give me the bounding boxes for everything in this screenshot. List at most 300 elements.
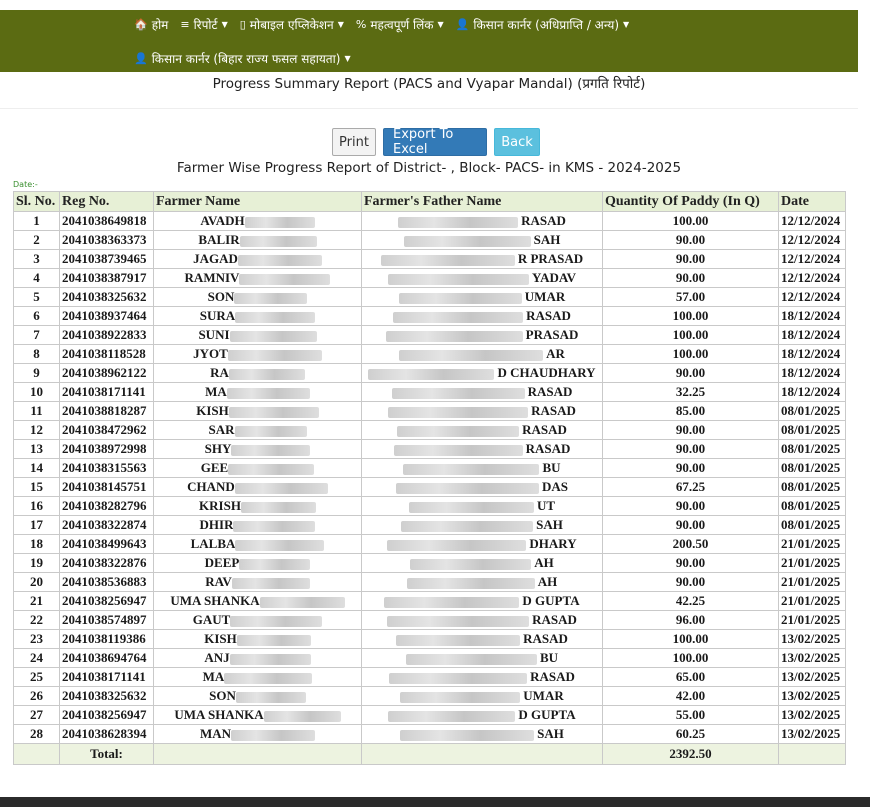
- cell-reg-no: 2041038256947: [60, 706, 154, 725]
- cell-reg-no: 2041038499643: [60, 535, 154, 554]
- cell-quantity: 90.00: [603, 497, 779, 516]
- cell-reg-no: 2041038694764: [60, 649, 154, 668]
- cell-farmer-name: [154, 440, 362, 459]
- redacted-text: [229, 407, 319, 418]
- cell-farmer-name: [154, 478, 362, 497]
- redacted-text: [230, 616, 322, 627]
- export-excel-button[interactable]: Export To Excel: [383, 128, 487, 156]
- redacted-text: [393, 312, 523, 323]
- table-row: [14, 573, 846, 592]
- table-row: [14, 630, 846, 649]
- cell-farmer-name: [154, 725, 362, 744]
- cell-quantity: 90.00: [603, 231, 779, 250]
- cell-date: 18/12/2024: [779, 383, 846, 402]
- cell-farmer-name: [154, 630, 362, 649]
- cell-sl: 12: [14, 421, 60, 440]
- redacted-text: [389, 673, 527, 684]
- cell-date: 18/12/2024: [779, 307, 846, 326]
- table-row: [14, 725, 846, 744]
- cell-reg-no: 2041038145751: [60, 478, 154, 497]
- cell-father-name: [362, 250, 603, 269]
- cell-reg-no: 2041038628394: [60, 725, 154, 744]
- cell-date: 08/01/2025: [779, 421, 846, 440]
- caret-down-icon: ▼: [344, 54, 351, 63]
- redacted-text: [410, 559, 531, 570]
- cell-date: 08/01/2025: [779, 440, 846, 459]
- redacted-text: [386, 331, 523, 342]
- cell-father-name-visible: D CHAUDHARY: [497, 365, 596, 380]
- cell-father-name-visible: RASAD: [531, 403, 576, 418]
- redacted-text: [238, 255, 322, 266]
- cell-farmer-name: [154, 269, 362, 288]
- cell-father-name: [362, 630, 603, 649]
- cell-father-name: [362, 364, 603, 383]
- cell-farmer-name: [154, 611, 362, 630]
- cell-reg-no: 2041038387917: [60, 269, 154, 288]
- redacted-text: [260, 597, 345, 608]
- cell-farmer-name-visible: ANJ: [204, 650, 230, 665]
- redacted-text: [406, 654, 537, 665]
- table-row: [14, 364, 846, 383]
- cell-reg-no: 2041038119386: [60, 630, 154, 649]
- total-quantity: 2392.50: [603, 744, 779, 765]
- nav-item[interactable]: [180, 16, 227, 33]
- cell-farmer-name-visible: BALIR: [198, 232, 240, 247]
- cell-farmer-name-visible: RA: [210, 365, 229, 380]
- link-icon: %: [355, 18, 367, 31]
- cell-farmer-name: [154, 212, 362, 231]
- cell-reg-no: 2041038649818: [60, 212, 154, 231]
- cell-reg-no: 2041038818287: [60, 402, 154, 421]
- cell-sl: 25: [14, 668, 60, 687]
- cell-sl: 11: [14, 402, 60, 421]
- redacted-text: [400, 730, 534, 741]
- cell-reg-no: 2041038315563: [60, 459, 154, 478]
- cell-quantity: 100.00: [603, 630, 779, 649]
- redacted-text: [397, 426, 519, 437]
- total-row: [14, 744, 846, 765]
- cell-father-name: [362, 269, 603, 288]
- redacted-text: [368, 369, 494, 380]
- table-row: [14, 554, 846, 573]
- print-button[interactable]: Print: [332, 128, 376, 156]
- mobile-icon: ▯: [239, 18, 246, 31]
- cell-farmer-name: [154, 592, 362, 611]
- cell-father-name-visible: RASAD: [521, 213, 566, 228]
- redacted-text: [392, 388, 525, 399]
- redacted-text: [396, 483, 539, 494]
- caret-down-icon: ▼: [437, 20, 444, 29]
- table-header-row: [14, 192, 846, 212]
- cell-quantity: 90.00: [603, 516, 779, 535]
- nav-item-label: महत्वपूर्ण लिंक: [370, 18, 434, 32]
- cell-date: 12/12/2024: [779, 212, 846, 231]
- table-row: [14, 288, 846, 307]
- cell-quantity: 100.00: [603, 326, 779, 345]
- cell-father-name: [362, 668, 603, 687]
- redacted-text: [398, 217, 518, 228]
- redacted-text: [239, 559, 310, 570]
- cell-date: 12/12/2024: [779, 288, 846, 307]
- cell-quantity: 90.00: [603, 421, 779, 440]
- redacted-text: [235, 426, 307, 437]
- table-row: [14, 383, 846, 402]
- redacted-text: [409, 502, 534, 513]
- total-label: Total:: [60, 744, 154, 765]
- cell-father-name-visible: D GUPTA: [522, 593, 580, 608]
- cell-father-name-visible: AR: [546, 346, 565, 361]
- cell-father-name-visible: SAH: [533, 232, 561, 247]
- redacted-text: [224, 673, 312, 684]
- redacted-text: [231, 730, 315, 741]
- cell-date: 08/01/2025: [779, 478, 846, 497]
- cell-father-name-visible: DAS: [541, 479, 568, 494]
- col-header-sl: Sl. No.: [14, 192, 60, 212]
- redacted-text: [235, 483, 328, 494]
- cell-farmer-name: [154, 345, 362, 364]
- nav-item[interactable]: [134, 50, 351, 67]
- cell-father-name: [362, 383, 603, 402]
- cell-father-name-visible: RASAD: [526, 308, 571, 323]
- cell-sl: 22: [14, 611, 60, 630]
- date-label: Date:-: [13, 180, 38, 189]
- cell-quantity: 42.25: [603, 592, 779, 611]
- cell-reg-no: 2041038256947: [60, 592, 154, 611]
- report-title: Progress Summary Report (PACS and Vyapar Mandal) (प्रगति रिपोर्ट): [212, 76, 646, 92]
- cell-date: 12/12/2024: [779, 269, 846, 288]
- redacted-text: [236, 692, 306, 703]
- cell-farmer-name-visible: DEEP: [204, 555, 240, 570]
- cell-farmer-name: [154, 535, 362, 554]
- cell-father-name: [362, 288, 603, 307]
- table-row: [14, 592, 846, 611]
- back-button[interactable]: Back: [494, 128, 540, 156]
- table-row: [14, 212, 846, 231]
- cell-sl: 17: [14, 516, 60, 535]
- cell-sl: 21: [14, 592, 60, 611]
- cell-farmer-name-visible: AVADH: [200, 213, 245, 228]
- cell-farmer-name: [154, 497, 362, 516]
- cell-farmer-name-visible: SAR: [208, 422, 235, 437]
- cell-date: 08/01/2025: [779, 402, 846, 421]
- cell-date: 21/01/2025: [779, 535, 846, 554]
- table-row: [14, 516, 846, 535]
- redacted-text: [404, 236, 531, 247]
- cell-farmer-name-visible: KRISH: [199, 498, 241, 513]
- cell-reg-no: 2041038171141: [60, 383, 154, 402]
- redacted-text: [403, 464, 539, 475]
- cell-father-name: [362, 459, 603, 478]
- cell-farmer-name-visible: SON: [209, 688, 236, 703]
- cell-farmer-name-visible: LALBA: [190, 536, 236, 551]
- cell-sl: 18: [14, 535, 60, 554]
- cell-quantity: 42.00: [603, 687, 779, 706]
- table-row: [14, 250, 846, 269]
- top-navbar: [0, 10, 858, 72]
- caret-down-icon: ▼: [221, 20, 228, 29]
- redacted-text: [264, 711, 341, 722]
- cell-quantity: 100.00: [603, 345, 779, 364]
- cell-farmer-name: [154, 668, 362, 687]
- cell-farmer-name: [154, 573, 362, 592]
- cell-father-name: [362, 231, 603, 250]
- cell-date: 21/01/2025: [779, 573, 846, 592]
- table-row: [14, 668, 846, 687]
- cell-sl: 24: [14, 649, 60, 668]
- cell-farmer-name: [154, 326, 362, 345]
- cell-father-name-visible: AH: [534, 555, 554, 570]
- redacted-text: [407, 578, 535, 589]
- table-row: [14, 440, 846, 459]
- cell-quantity: 90.00: [603, 573, 779, 592]
- cell-quantity: 90.00: [603, 250, 779, 269]
- cell-reg-no: 2041038322874: [60, 516, 154, 535]
- cell-quantity: 96.00: [603, 611, 779, 630]
- cell-farmer-name-visible: MA: [205, 384, 227, 399]
- table-title: Farmer Wise Progress Report of District- , Block- PACS- in KMS - 2024-2025: [176, 160, 682, 176]
- table-row: [14, 706, 846, 725]
- nav-item[interactable]: [356, 16, 444, 33]
- cell-farmer-name-visible: JAGAD: [193, 251, 238, 266]
- cell-farmer-name: [154, 402, 362, 421]
- cell-father-name-visible: BU: [542, 460, 561, 475]
- redacted-text: [387, 616, 529, 627]
- cell-quantity: 100.00: [603, 649, 779, 668]
- cell-sl: 13: [14, 440, 60, 459]
- cell-farmer-name: [154, 459, 362, 478]
- cell-date: 21/01/2025: [779, 592, 846, 611]
- cell-father-name-visible: SAH: [536, 517, 563, 532]
- cell-farmer-name: [154, 250, 362, 269]
- cell-date: 21/01/2025: [779, 554, 846, 573]
- cell-farmer-name-visible: SHY: [204, 441, 232, 456]
- redacted-text: [235, 312, 315, 323]
- cell-father-name-visible: RASAD: [530, 669, 575, 684]
- cell-father-name: [362, 611, 603, 630]
- cell-sl: 14: [14, 459, 60, 478]
- cell-date: 18/12/2024: [779, 326, 846, 345]
- redacted-text: [230, 331, 317, 342]
- cell-quantity: 32.25: [603, 383, 779, 402]
- cell-father-name: [362, 554, 603, 573]
- caret-down-icon: ▼: [337, 20, 344, 29]
- cell-quantity: 90.00: [603, 554, 779, 573]
- col-header-farmer-name: Farmer Name: [154, 192, 362, 212]
- cell-farmer-name: [154, 649, 362, 668]
- cell-reg-no: 2041038937464: [60, 307, 154, 326]
- table-row: [14, 649, 846, 668]
- col-header-quantity: Quantity Of Paddy (In Q): [603, 192, 779, 212]
- cell-sl: 1: [14, 212, 60, 231]
- table-row: [14, 459, 846, 478]
- cell-farmer-name-visible: MA: [202, 669, 225, 684]
- nav-item-label: किसान कार्नर (बिहार राज्य फसल सहायता): [151, 52, 341, 66]
- redacted-text: [229, 369, 305, 380]
- cell-quantity: 100.00: [603, 307, 779, 326]
- redacted-text: [230, 654, 311, 665]
- cell-farmer-name-visible: RAV: [205, 574, 232, 589]
- redacted-text: [388, 711, 515, 722]
- cell-reg-no: 2041038962122: [60, 364, 154, 383]
- cell-father-name-visible: RASAD: [523, 631, 568, 646]
- cell-quantity: 65.00: [603, 668, 779, 687]
- cell-father-name: [362, 421, 603, 440]
- cell-quantity: 90.00: [603, 269, 779, 288]
- cell-father-name: [362, 307, 603, 326]
- cell-father-name-visible: RASAD: [525, 441, 571, 456]
- cell-sl: 3: [14, 250, 60, 269]
- cell-sl: 8: [14, 345, 60, 364]
- redacted-text: [228, 350, 322, 361]
- cell-date: 21/01/2025: [779, 611, 846, 630]
- cell-quantity: 57.00: [603, 288, 779, 307]
- table-row: [14, 687, 846, 706]
- cell-farmer-name-visible: GAUT: [192, 612, 231, 627]
- nav-item[interactable]: [134, 16, 168, 33]
- cell-father-name: [362, 573, 603, 592]
- cell-father-name: [362, 440, 603, 459]
- caret-down-icon: ▼: [623, 20, 630, 29]
- cell-father-name-visible: RASAD: [527, 384, 573, 399]
- cell-father-name-visible: UT: [536, 498, 556, 513]
- cell-reg-no: 2041038325632: [60, 288, 154, 307]
- cell-father-name: [362, 592, 603, 611]
- cell-father-name-visible: BU: [539, 650, 559, 665]
- cell-reg-no: 2041038472962: [60, 421, 154, 440]
- redacted-text: [234, 293, 307, 304]
- footer-bar: [0, 797, 870, 807]
- cell-date: 13/02/2025: [779, 706, 846, 725]
- cell-father-name: [362, 706, 603, 725]
- cell-quantity: 60.25: [603, 725, 779, 744]
- cell-farmer-name-visible: RAMNIV: [184, 270, 240, 285]
- redacted-text: [399, 293, 522, 304]
- cell-farmer-name-visible: UMA SHANKA: [174, 707, 264, 722]
- cell-farmer-name-visible: KISH: [204, 631, 237, 646]
- cell-quantity: 85.00: [603, 402, 779, 421]
- redacted-text: [384, 597, 519, 608]
- cell-farmer-name: [154, 421, 362, 440]
- cell-father-name: [362, 497, 603, 516]
- cell-sl: 6: [14, 307, 60, 326]
- table-row: [14, 402, 846, 421]
- redacted-text: [399, 350, 543, 361]
- table-row: [14, 478, 846, 497]
- cell-farmer-name: [154, 706, 362, 725]
- cell-date: 13/02/2025: [779, 649, 846, 668]
- cell-quantity: 67.25: [603, 478, 779, 497]
- cell-sl: 2: [14, 231, 60, 250]
- cell-quantity: 100.00: [603, 212, 779, 231]
- redacted-text: [231, 445, 310, 456]
- cell-farmer-name: [154, 516, 362, 535]
- user-icon: 👤: [134, 52, 148, 65]
- redacted-text: [227, 388, 310, 399]
- table-row: [14, 345, 846, 364]
- redacted-text: [235, 540, 324, 551]
- nav-item-label: किसान कार्नर (अधिप्राप्ति / अन्य): [473, 18, 620, 32]
- table-row: [14, 326, 846, 345]
- action-buttons: [332, 128, 547, 156]
- home-icon: 🏠: [134, 18, 148, 31]
- nav-item[interactable]: [456, 16, 630, 33]
- cell-father-name: [362, 649, 603, 668]
- cell-farmer-name-visible: CHAND: [187, 479, 235, 494]
- cell-father-name-visible: AH: [537, 574, 558, 589]
- redacted-text: [228, 464, 314, 475]
- cell-farmer-name-visible: SUNI: [198, 327, 230, 342]
- cell-sl: 4: [14, 269, 60, 288]
- cell-reg-no: 2041038322876: [60, 554, 154, 573]
- redacted-text: [388, 407, 528, 418]
- cell-father-name-visible: UMAR: [524, 289, 566, 304]
- table-row: [14, 269, 846, 288]
- cell-farmer-name-visible: MAN: [199, 726, 232, 741]
- cell-father-name-visible: UMAR: [523, 688, 564, 703]
- nav-item-label: मोबाइल एप्लिकेशन: [249, 18, 334, 32]
- cell-sl: 10: [14, 383, 60, 402]
- cell-father-name-visible: R PRASAD: [517, 251, 584, 266]
- nav-item[interactable]: [240, 16, 344, 33]
- table-row: [14, 535, 846, 554]
- table-row: [14, 307, 846, 326]
- redacted-text: [388, 274, 529, 285]
- table-row: [14, 231, 846, 250]
- nav-row-primary: [134, 16, 641, 33]
- redacted-text: [387, 540, 526, 551]
- cell-reg-no: 2041038171141: [60, 668, 154, 687]
- cell-farmer-name-visible: JYOT: [193, 346, 228, 361]
- cell-quantity: 90.00: [603, 459, 779, 478]
- cell-father-name-visible: DHARY: [529, 536, 577, 551]
- redacted-text: [237, 635, 311, 646]
- cell-sl: 5: [14, 288, 60, 307]
- cell-reg-no: 2041038922833: [60, 326, 154, 345]
- cell-reg-no: 2041038536883: [60, 573, 154, 592]
- redacted-text: [400, 692, 520, 703]
- nav-item-label: रिपोर्ट: [193, 18, 218, 32]
- cell-reg-no: 2041038325632: [60, 687, 154, 706]
- cell-reg-no: 2041038574897: [60, 611, 154, 630]
- cell-father-name: [362, 402, 603, 421]
- cell-date: 13/02/2025: [779, 687, 846, 706]
- cell-reg-no: 2041038363373: [60, 231, 154, 250]
- redacted-text: [401, 521, 533, 532]
- col-header-reg: Reg No.: [60, 192, 154, 212]
- cell-reg-no: 2041038282796: [60, 497, 154, 516]
- table-row: [14, 611, 846, 630]
- cell-reg-no: 2041038118528: [60, 345, 154, 364]
- cell-sl: 19: [14, 554, 60, 573]
- user-icon: 👤: [455, 18, 470, 31]
- cell-sl: 26: [14, 687, 60, 706]
- cell-father-name: [362, 687, 603, 706]
- cell-father-name: [362, 516, 603, 535]
- cell-date: 08/01/2025: [779, 516, 846, 535]
- cell-sl: 27: [14, 706, 60, 725]
- cell-father-name-visible: RASAD: [532, 612, 577, 627]
- cell-father-name: [362, 478, 603, 497]
- cell-sl: 16: [14, 497, 60, 516]
- nav-row-secondary: [134, 50, 363, 67]
- redacted-text: [241, 502, 316, 513]
- redacted-text: [240, 236, 317, 247]
- cell-father-name: [362, 212, 603, 231]
- cell-date: 12/12/2024: [779, 250, 846, 269]
- cell-sl: 28: [14, 725, 60, 744]
- col-header-date: Date: [779, 192, 846, 212]
- cell-farmer-name: [154, 383, 362, 402]
